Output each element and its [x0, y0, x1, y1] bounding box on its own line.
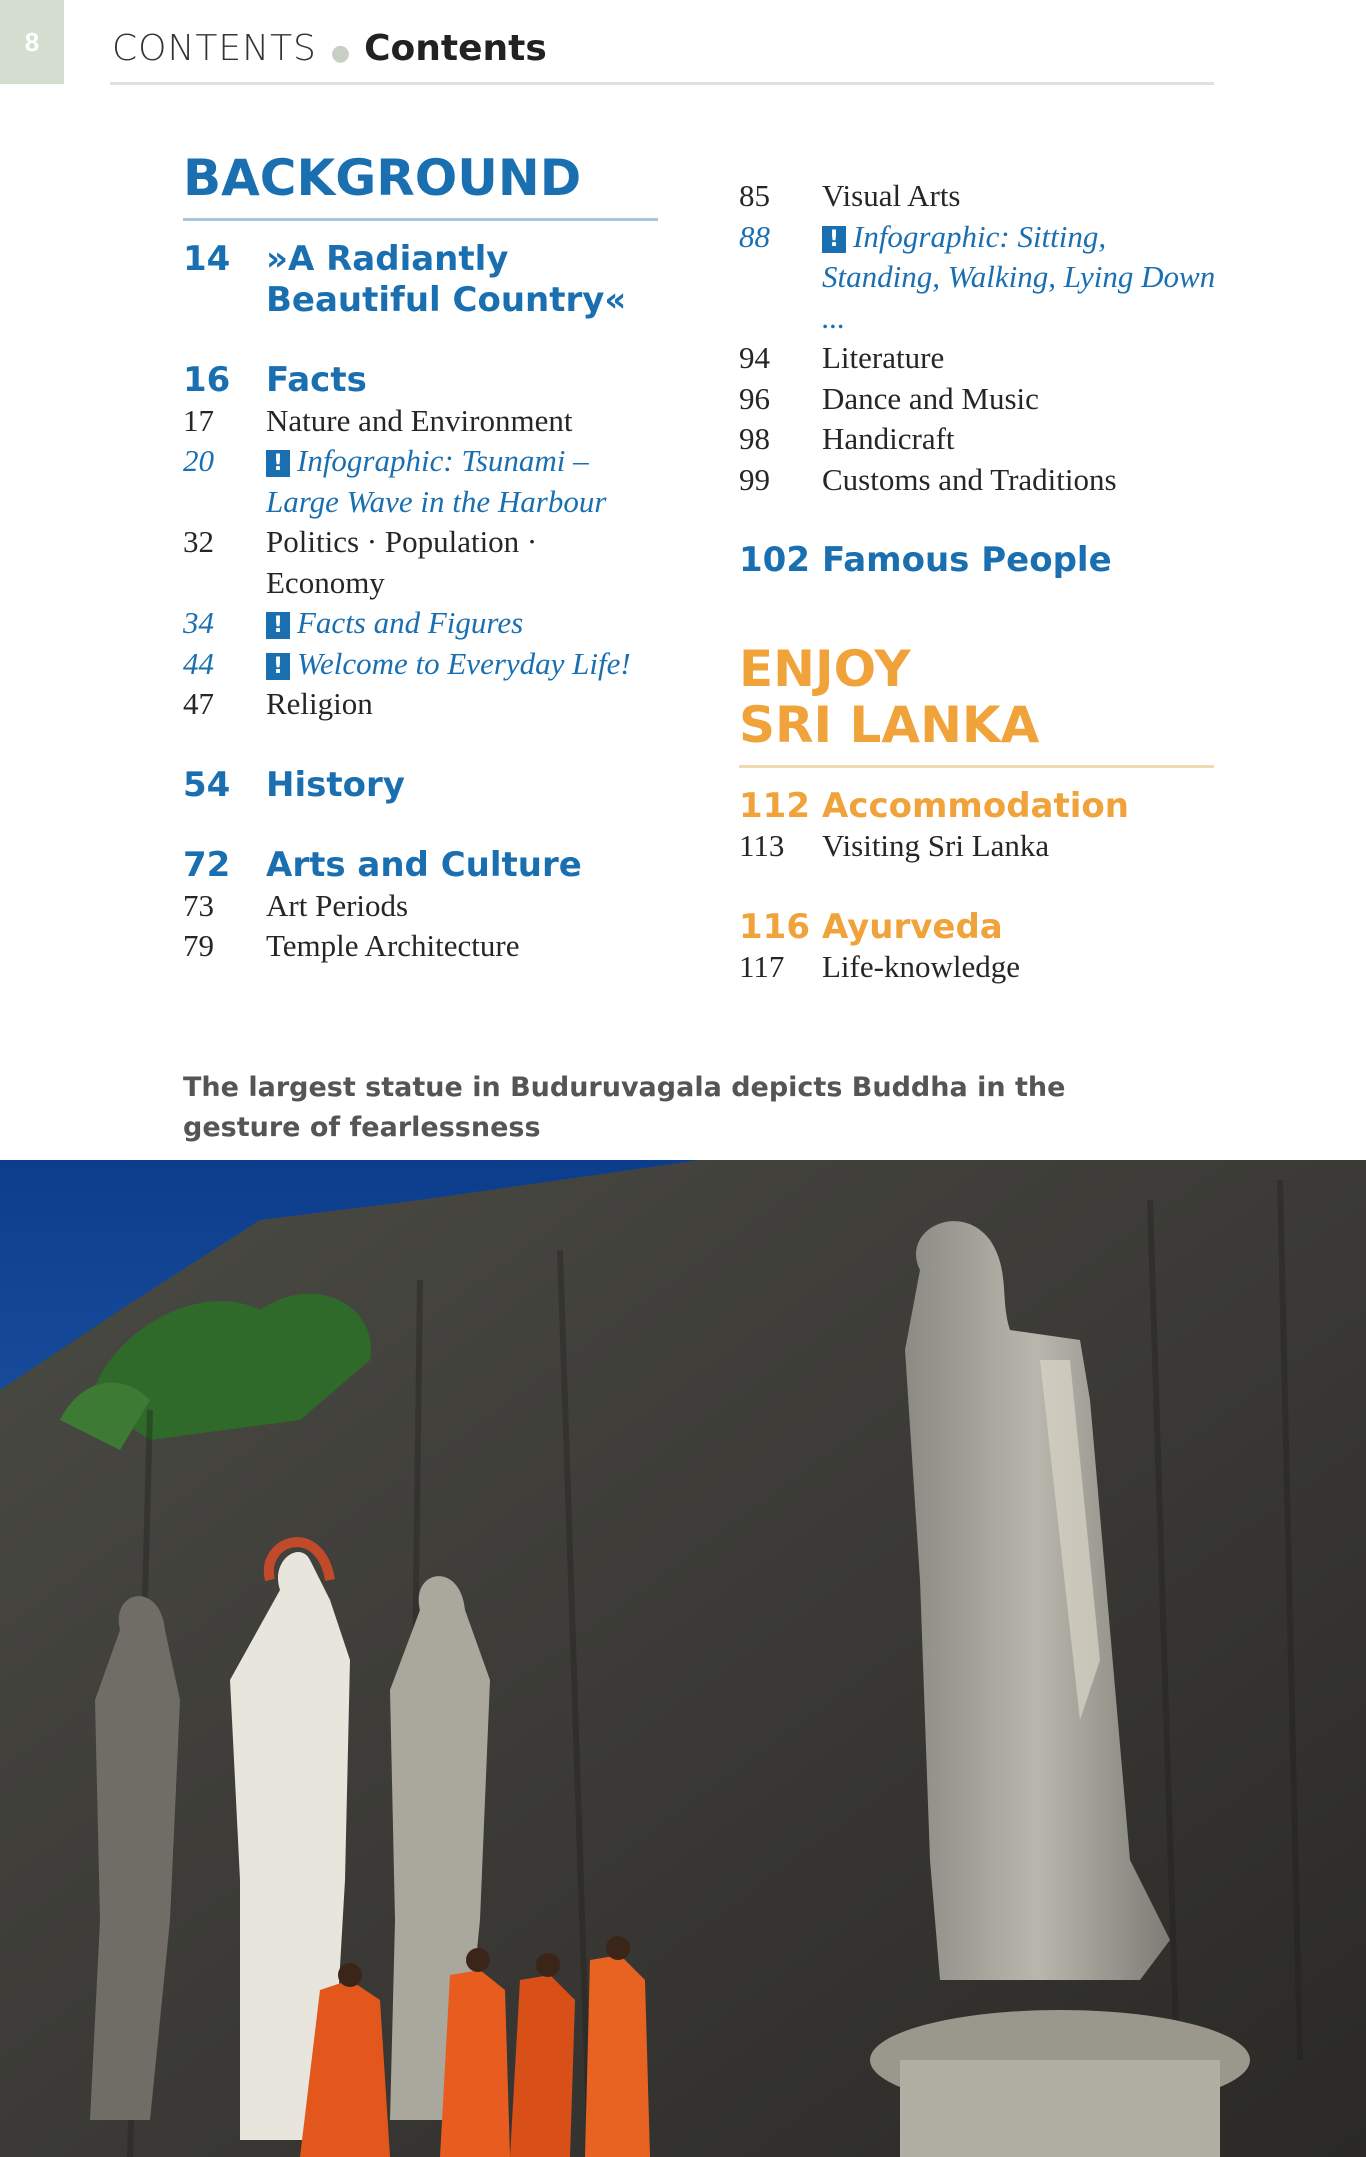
toc-page-number: 47	[183, 686, 214, 721]
toc-entry	[183, 239, 663, 320]
toc-page-number: 16	[183, 360, 231, 400]
enjoy-entries	[739, 786, 1219, 988]
toc-page-number: 20	[183, 443, 214, 478]
toc-page-number: 99	[739, 461, 770, 497]
toc-entry-title: Arts and Culture	[266, 845, 582, 885]
toc-entry-title: Dance and Music	[822, 380, 1039, 416]
enjoy-heading	[739, 641, 1219, 753]
header-title: Contents	[364, 28, 547, 69]
toc-page-number: 88	[739, 218, 770, 254]
toc-entry	[739, 338, 1219, 379]
enjoy-heading-line1: ENJOY	[739, 639, 911, 698]
toc-entry-title: ! Facts and Figures	[266, 603, 663, 644]
enjoy-rule	[739, 765, 1214, 768]
toc-page-number: 98	[739, 421, 770, 456]
page-number-tab	[0, 0, 64, 84]
toc-entry-title: ! Infographic: Sitting, Standing, Walking, Lying Down ...	[822, 218, 1216, 335]
toc-entry	[739, 540, 1219, 581]
page-number: 8	[24, 26, 40, 57]
toc-entry-title: Visual Arts	[822, 178, 961, 213]
toc-entry-title: Handicraft	[822, 421, 955, 456]
contents-left-column	[183, 150, 663, 967]
photo-caption: The largest statue in Buduruvagala depicts Buddha in the gesture of fearlessness	[183, 1072, 1066, 1143]
background-entries-left	[183, 239, 663, 967]
toc-page-number: 113	[739, 828, 785, 863]
background-rule	[183, 218, 658, 221]
toc-entry	[739, 419, 1219, 460]
toc-entry	[739, 907, 1219, 948]
toc-entry	[739, 826, 1219, 867]
toc-entry	[183, 441, 663, 522]
toc-entry-title: Visiting Sri Lanka	[822, 828, 1050, 863]
toc-entry	[739, 786, 1219, 827]
toc-page-number: 117	[739, 949, 785, 984]
toc-entry-title: Temple Architecture	[266, 928, 520, 963]
toc-entry	[183, 644, 663, 685]
toc-page-number: 96	[739, 380, 770, 416]
header-section: CONTENTS	[112, 28, 317, 69]
toc-page-number: 54	[183, 764, 231, 805]
header-rule	[110, 82, 1214, 85]
toc-entry	[739, 947, 1219, 988]
toc-page-number: 17	[183, 402, 214, 438]
toc-entry-title: »A Radiantly Beautiful Country«	[266, 239, 627, 320]
exclamation-box-icon: !	[266, 653, 290, 680]
toc-entry	[183, 522, 663, 603]
running-header	[112, 28, 547, 69]
toc-entry	[183, 886, 663, 927]
toc-entry	[183, 360, 663, 401]
toc-entry	[183, 926, 663, 967]
toc-entry	[183, 401, 663, 442]
toc-page-number: 79	[183, 928, 214, 963]
toc-page-number: 14	[183, 239, 231, 279]
background-entries-right	[739, 176, 1219, 581]
toc-entry	[739, 217, 1219, 339]
exclamation-box-icon: !	[822, 226, 846, 253]
toc-entry	[183, 765, 663, 806]
toc-entry	[739, 379, 1219, 420]
toc-entry-title: Accommodation	[822, 785, 1129, 826]
toc-entry-title: Literature	[822, 340, 945, 375]
toc-entry-title: Life-knowledge	[822, 949, 1020, 984]
toc-page-number: 32	[183, 524, 214, 559]
toc-entry	[739, 460, 1219, 501]
toc-entry	[183, 684, 663, 725]
toc-page-number: 34	[183, 605, 214, 640]
toc-page-number: 73	[183, 887, 214, 923]
toc-entry-title: Nature and Environment	[266, 402, 573, 438]
toc-entry-title: History	[266, 764, 405, 805]
enjoy-heading-line2: SRI LANKA	[739, 695, 1040, 754]
exclamation-box-icon: !	[266, 450, 290, 477]
toc-entry-title: Ayurveda	[822, 906, 1003, 947]
toc-entry-title: Religion	[266, 686, 373, 721]
buduruvagala-photo	[0, 1160, 1366, 2157]
toc-entry-title: Facts	[266, 360, 367, 400]
toc-page-number: 85	[739, 178, 770, 213]
toc-entry-title: ! Welcome to Everyday Life!	[266, 644, 663, 685]
exclamation-box-icon: !	[266, 612, 290, 639]
toc-entry-title: ! Infographic: Tsunami – Large Wave in the Harbour	[266, 443, 607, 519]
toc-entry	[183, 845, 663, 886]
header-separator: ●	[330, 41, 351, 66]
toc-page-number: 44	[183, 645, 214, 681]
background-heading: BACKGROUND	[183, 149, 582, 207]
toc-page-number: 112	[739, 785, 810, 826]
toc-page-number: 102	[739, 540, 810, 580]
toc-entry-title: Art Periods	[266, 887, 409, 923]
contents-right-column	[739, 176, 1219, 988]
toc-entry-title: Politics · Population · Economy	[266, 524, 538, 600]
toc-page-number: 94	[739, 340, 770, 375]
toc-entry	[739, 176, 1219, 217]
toc-entry	[183, 603, 663, 644]
toc-entry-title: Famous People	[822, 540, 1112, 580]
toc-page-number: 116	[739, 906, 810, 947]
toc-entry-title: Customs and Traditions	[822, 461, 1117, 497]
toc-page-number: 72	[183, 845, 231, 885]
